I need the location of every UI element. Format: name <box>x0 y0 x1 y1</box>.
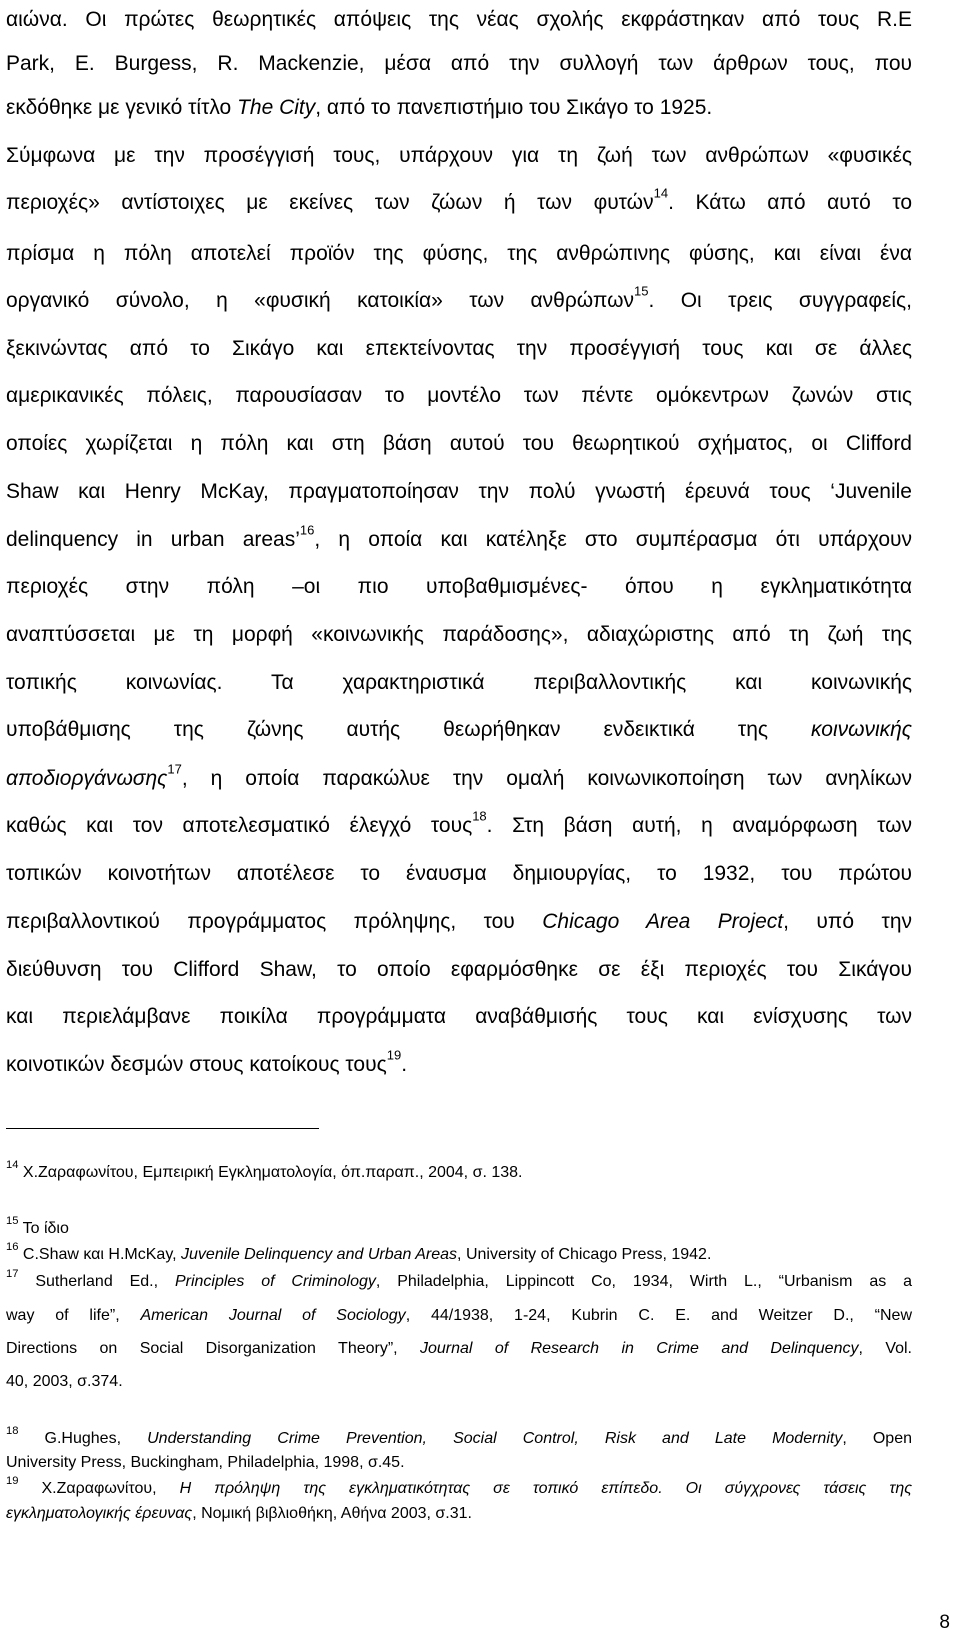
footnote-ref[interactable]: 15 <box>633 283 649 299</box>
text-line: υποβάθμισης της ζώνης αυτής θεωρήθηκαν ενδεικτικά της κοινωνικής <box>6 718 912 741</box>
footnote-18: $^{18}$ G.Hughes, Understanding Crime Prevention, Social Control, Risk and Late Modernity, Open <box>6 1425 913 1447</box>
footnote-17-cont: Directions on Social Disorganization Theory”, Journal of Research in Crime and Delinquency, Vol. <box>6 1340 913 1357</box>
text-line: οργανικό σύνολο, η «φυσική κατοικία» των ανθρώπων$^{15}$. Οι τρεις συγγραφείς, <box>6 283 913 312</box>
text-line: εκδόθηκε με γενικό τίτλο The City, από το πανεπιστήμιο του Σικάγο το 1925. <box>6 96 713 119</box>
text-line: ξεκινώντας από το Σικάγο και επεκτείνοντας την προσέγγισή τους και σε άλλες <box>6 337 912 360</box>
footnote-ref[interactable]: 18 <box>472 808 487 824</box>
footnote-separator <box>6 1128 319 1129</box>
text-line: και περιελάμβανε ποικίλα προγράμματα αναβάθμισής τους και ενίσχυσης των <box>6 1005 912 1028</box>
text-line: αποδιοργάνωσης$^{17}$, η οποία παρακώλυε την ομαλή κοινωνικοποίηση των ανηλίκων <box>6 761 912 790</box>
text-line: τοπικής κοινωνίας. Τα χαρακτηριστικά περιβαλλοντικής και κοινωνικής <box>6 671 912 694</box>
text-line: περιοχές» αντίστοιχες με εκείνες των ζώων ή των φυτών$^{14}$. Κάτω από αυτό το <box>6 185 912 214</box>
text-line: οποίες χωρίζεται η πόλη και στη βάση αυτού του θεωρητικού σχήματος, οι Clifford <box>6 432 912 455</box>
footnote-ref[interactable]: 19 <box>386 1047 402 1063</box>
italic-term: αποδιοργάνωσης <box>6 767 168 790</box>
book-title-the-city: The City <box>237 96 316 119</box>
footnote-17-cont: way of life”, American Journal of Sociology, 44/1938, 1-24, Kubrin C. E. and Weitzer D., “New <box>6 1307 913 1324</box>
footnote-ref[interactable]: 14 <box>653 185 669 201</box>
text-line: Σύμφωνα με την προσέγγισή τους, υπάρχουν για τη ζωή των ανθρώπων «φυσικές <box>6 144 912 167</box>
footnote-19: $^{19}$ Χ.Ζαραφωνίτου, Η πρόληψη της εγκληματικότητας σε τοπικό επίπεδο. Οι σύγχρονες τάσεις της <box>6 1475 912 1497</box>
text-line: Shaw και Henry McKay, πραγματοποίησαν την πολύ γνωστή έρευνά τους ‘Juvenile <box>6 480 912 503</box>
text-line: κοινοτικών δεσμών στους κατοίκους τους$^{19}$. <box>6 1047 408 1076</box>
footnote-ref[interactable]: 16 <box>299 522 315 538</box>
text-line: αμερικανικές πόλεις, παρουσίασαν το μοντέλο των πέντε ομόκεντρων ζωνών στις <box>6 384 912 407</box>
footnote-18-cont: University Press, Buckingham, Philadelphia, 1998, σ.45. <box>6 1454 405 1471</box>
footnote-15: $^{15}$ Το ίδιο <box>6 1215 69 1237</box>
text-line: περιβαλλοντικού προγράμματος πρόληψης, του Chicago Area Project, υπό την <box>6 910 913 933</box>
text-line: τοπικών κοινοτήτων αποτέλεσε το έναυσμα δημιουργίας, το 1932, του πρώτου <box>6 862 912 885</box>
text-line: πρίσμα η πόλη αποτελεί προϊόν της φύσης, της ανθρώπινης φύσης, και είναι ένα <box>6 242 912 265</box>
footnote-19-cont: εγκληματολογικής έρευνας, Νομική βιβλιοθήκη, Αθήνα 2003, σ.31. <box>6 1505 472 1522</box>
footnote-17-cont: 40, 2003, σ.374. <box>6 1373 123 1390</box>
footnote-17: $^{17}$ Sutherland Ed., Principles of Criminology, Philadelphia, Lippincott Co, 1934, Wirth L., “Urbanism as a <box>6 1268 913 1290</box>
text-line: διεύθυνση του Clifford Shaw, το οποίο εφαρμόσθηκε σε έξι περιοχές του Σικάγου <box>6 958 912 981</box>
text-line: αναπτύσσεται με τη μορφή «κοινωνικής παράδοσης», αδιαχώριστης από τη ζωή της <box>6 623 912 646</box>
footnote-ref[interactable]: 17 <box>167 761 182 777</box>
project-name: Chicago Area Project <box>542 910 784 933</box>
text-line: αιώνα. Οι πρώτες θεωρητικές απόψεις της νέας σχολής εκφράστηκαν από τους R.E <box>6 8 912 31</box>
text-line: καθώς και τον αποτελεσματικό έλεγχό τους$^{18}$. Στη βάση αυτή, η αναμόρφωση των <box>6 808 912 837</box>
footnote-16: $^{16}$ C.Shaw και H.McKay, Juvenile Delinquency and Urban Areas, University of Chicago Press, 1942. <box>6 1241 712 1263</box>
text-line: Park, E. Burgess, R. Mackenzie, μέσα από την συλλογή των άρθρων τους, που <box>6 52 912 75</box>
footnote-14: $^{14}$ Χ.Ζαραφωνίτου, Εμπειρική Εγκληματολογία, όπ.παραπ., 2004, σ. 138. <box>6 1159 523 1181</box>
italic-term: κοινωνικής <box>811 718 912 741</box>
page-number: 8 <box>939 1612 950 1633</box>
text-line: περιοχές στην πόλη –οι πιο υποβαθμισμένες- όπου η εγκληματικότητα <box>6 575 912 598</box>
text-line: delinquency in urban areas’$^{16}$, η οποία και κατέληξε στο συμπέρασμα ότι υπάρχουν <box>6 522 912 551</box>
